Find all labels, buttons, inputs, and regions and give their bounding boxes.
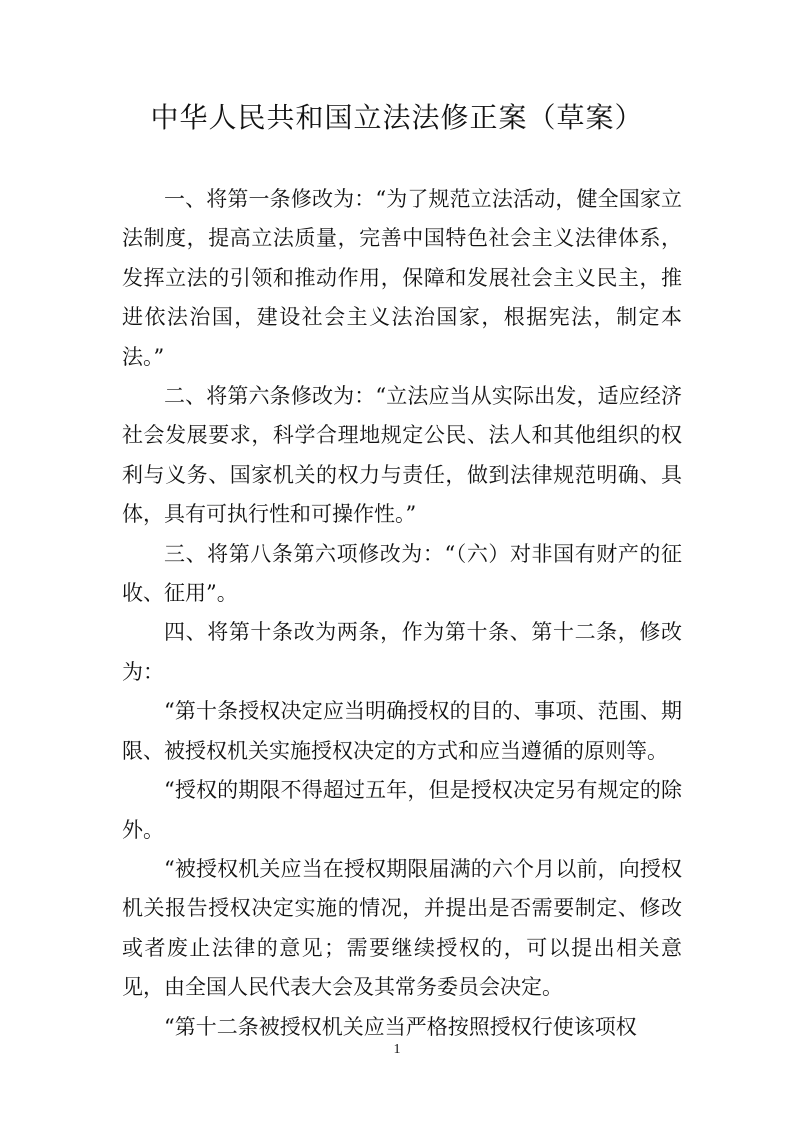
paragraph-amendment-1: 一、将第一条修改为：“为了规范立法活动，健全国家立法制度，提高立法质量，完善中国特色社会主义法律体系，发挥立法的引领和推动作用，保障和发展社会主义民主，推进依法治国，建设社会主义法治国家，根据宪法，制定本法。” <box>122 187 682 369</box>
paragraph-article-10: “第十条授权决定应当明确授权的目的、事项、范围、期限、被授权机关实施授权决定的方式和应当遵循的原则等。 <box>122 699 682 763</box>
paragraph-article-12: “第十二条被授权机关应当严格按照授权行使该项权 <box>164 1014 637 1039</box>
paragraph-amendment-3: 三、将第八条第六项修改为：“（六）对非国有财产的征收、征用”。 <box>122 541 682 606</box>
document-body <box>122 180 682 1047</box>
page-number: 1 <box>393 1042 401 1057</box>
paragraph-amendment-2: 二、将第六条修改为：“立法应当从实际出发，适应经济社会发展要求，科学合理地规定公民、法人和其他组织的权利与义务、国家机关的权力与责任，做到法律规范明确、具体，具有可执行性和可操作性。” <box>122 384 682 527</box>
paragraph-amendment-4: 四、将第十条改为两条，作为第十条、第十二条，修改为： <box>122 620 682 684</box>
paragraph-authorization-term: “授权的期限不得超过五年，但是授权决定另有规定的除外。 <box>122 778 682 842</box>
paragraph-authorization-report: “被授权机关应当在授权期限届满的六个月以前，向授权机关报告授权决定实施的情况，并提出是否需要制定、修改或者废止法律的意见；需要继续授权的，可以提出相关意见，由全国人民代表大会及其常务委员会决定。 <box>122 856 682 1000</box>
document-title: 中华人民共和国立法法修正案（草案） <box>150 101 644 134</box>
